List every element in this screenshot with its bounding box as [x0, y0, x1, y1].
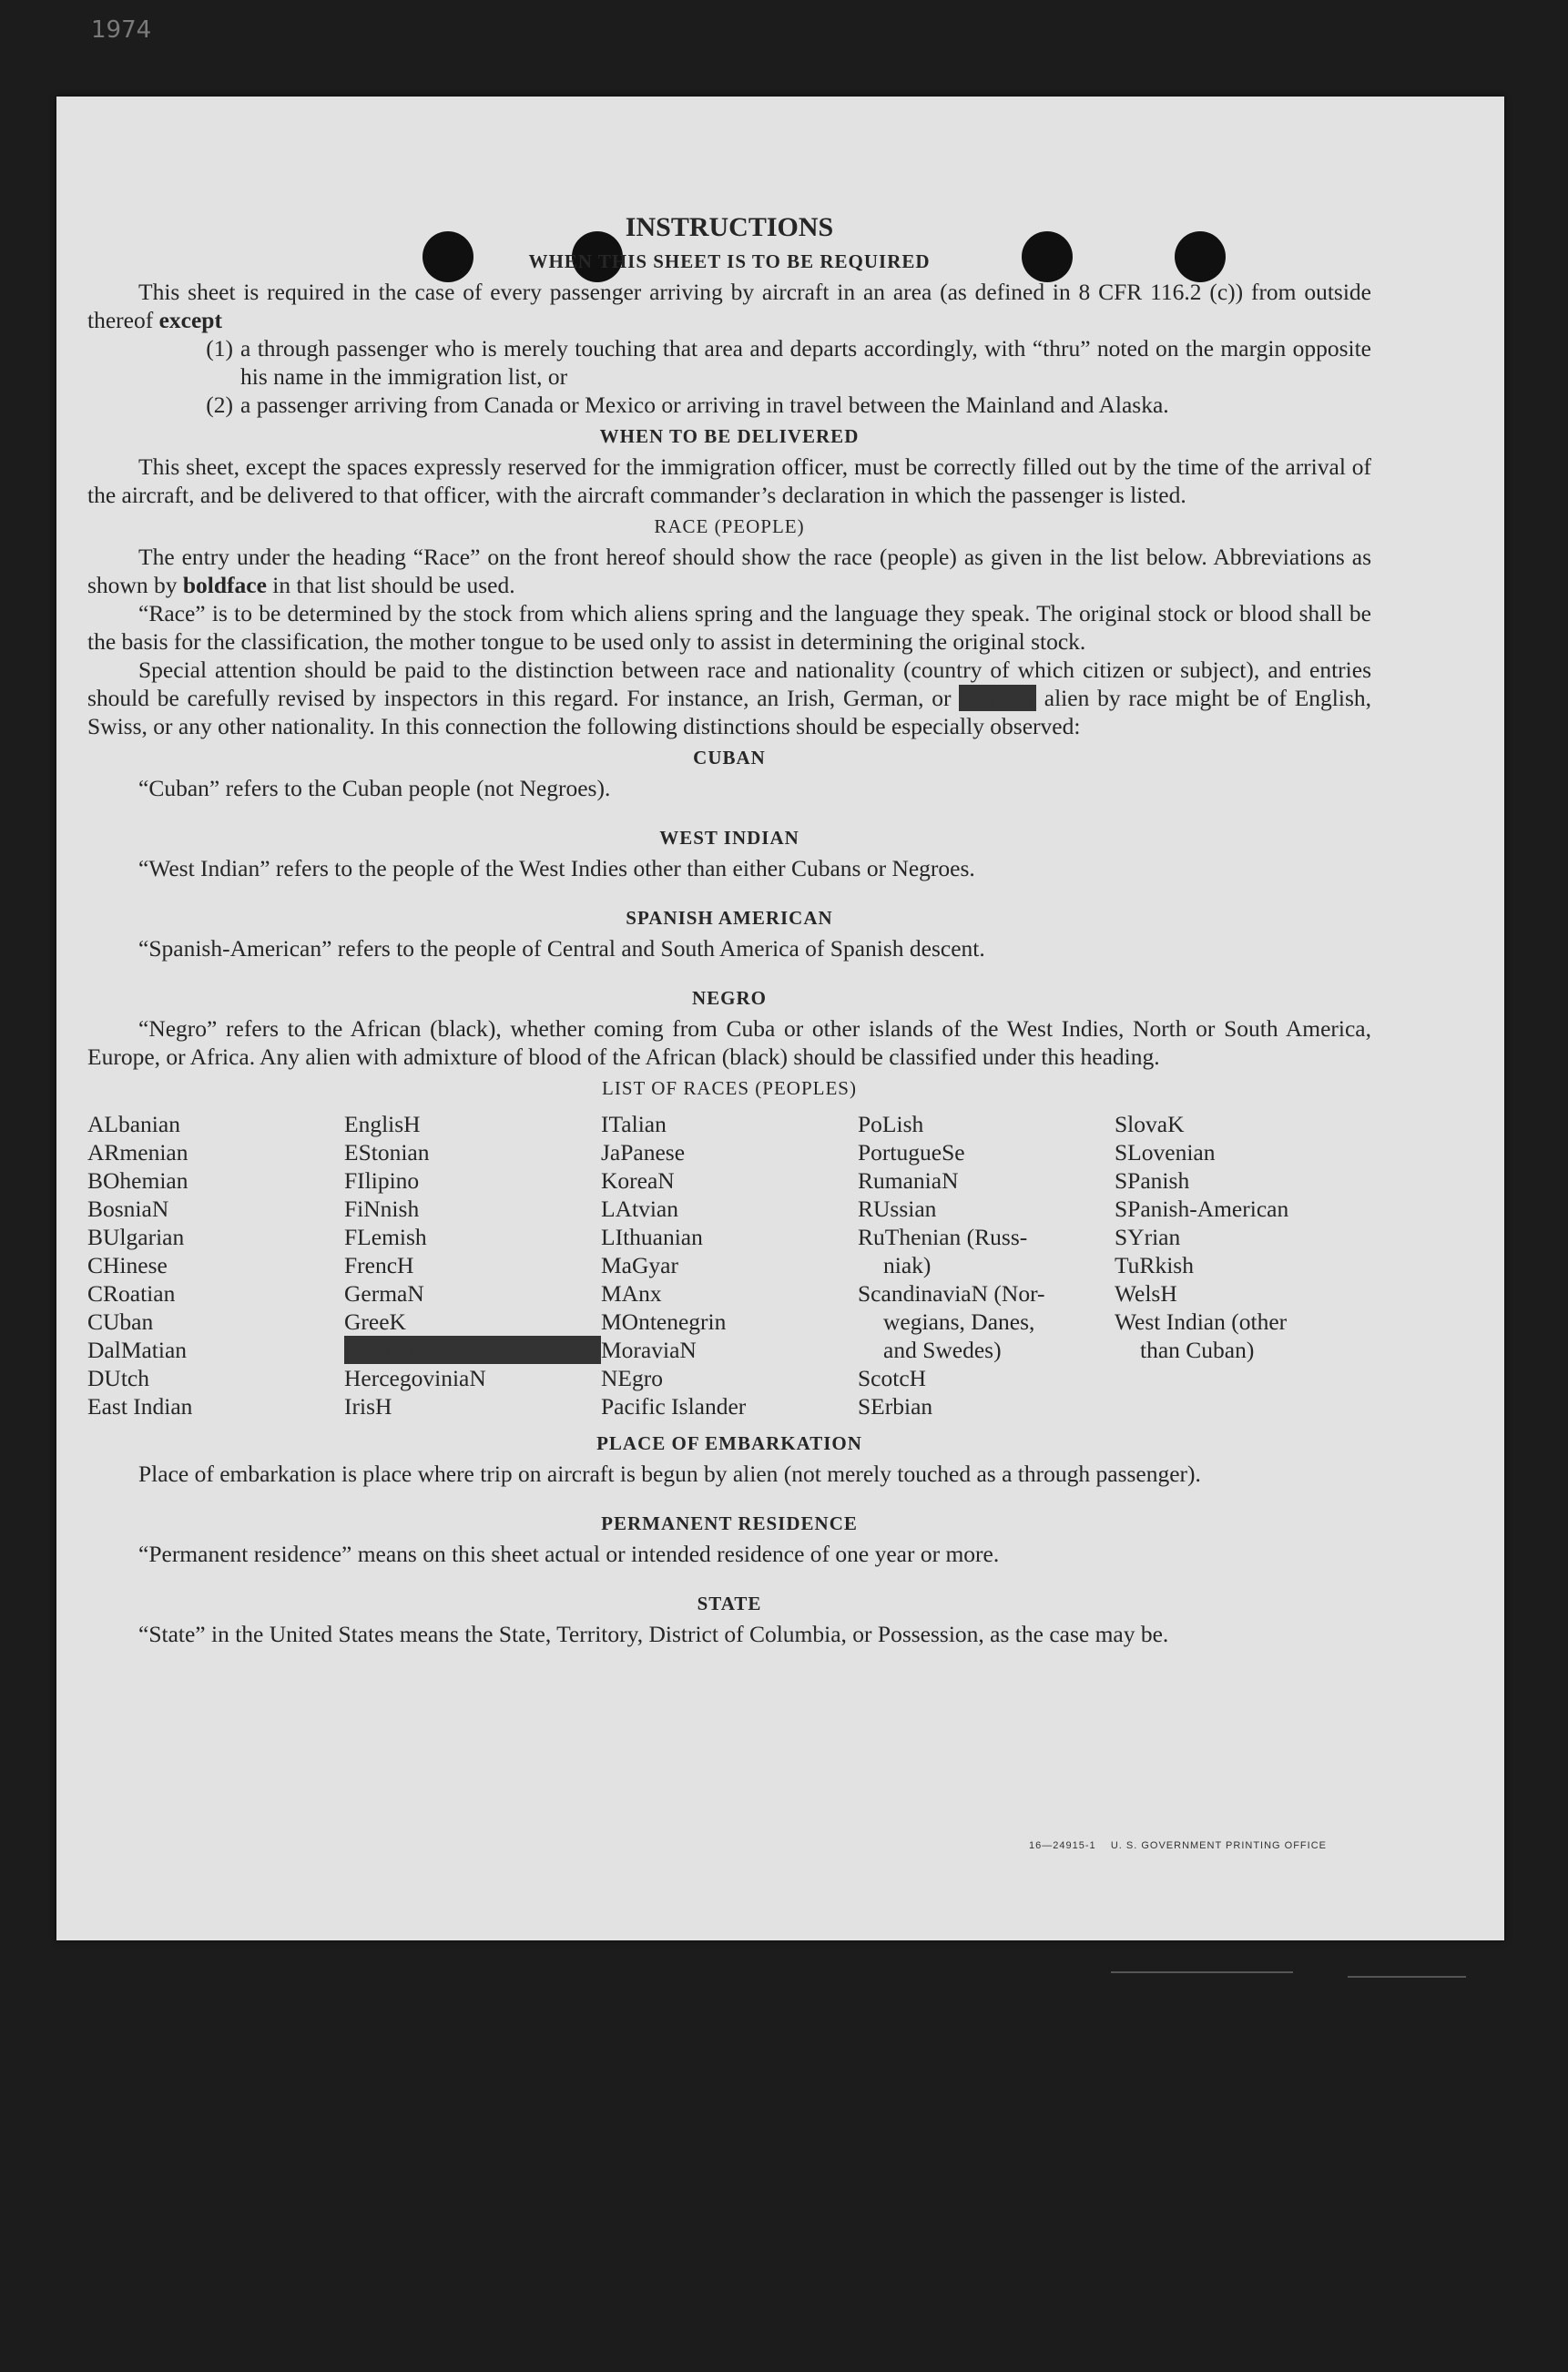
race-list-item: CRoatian [87, 1280, 176, 1307]
race-list-item: SPanish [1115, 1167, 1190, 1194]
race-list-item: RuThenian (Russ- [858, 1224, 1028, 1250]
race-list-item: FIlipino [344, 1167, 420, 1194]
scan-edge-line [1111, 1971, 1293, 1973]
race-list-item: Pacific Islander [601, 1393, 747, 1420]
when-required-paragraph: This sheet is required in the case of every passenger arriving by aircraft in an area (as defined in 8 CFR 116.2 (c)) from outside thereof except [87, 279, 1371, 333]
section-heading-negro: NEGRO [691, 987, 767, 1009]
race-list-item: RumaniaN [858, 1167, 959, 1194]
race-list-item: GreeK [344, 1308, 406, 1335]
race-list-item: Hebrew [344, 1336, 601, 1364]
race-list-item: SErbian [858, 1393, 933, 1420]
section-heading-west-indian: WEST INDIAN [659, 827, 799, 849]
race-column [1115, 1110, 1371, 1420]
race-list-item: SYrian [1115, 1224, 1181, 1250]
race-column [858, 1110, 1115, 1420]
page-title: INSTRUCTIONS [625, 212, 834, 242]
race-list-item: RUssian [858, 1196, 937, 1222]
instructions-text [87, 211, 1371, 1648]
exception-item-1: (1) a through passenger who is merely touching that area and departs accordingly, with “thru” noted on the margin opposite his name in the immigration list, or [206, 335, 1371, 390]
race-list-item: SLovenian [1115, 1139, 1216, 1166]
race-list-item: MoraviaN [601, 1337, 697, 1363]
race-list-item: and Swedes) [883, 1337, 1002, 1363]
race-list-item: IrisH [344, 1393, 392, 1420]
race-paragraph-3: Special attention should be paid to the distinction between race and nationality (country of which citizen or subject), and entries should be carefully revised by inspectors in this regard. For instance, an Irish, German, or Hebrew alien by race might be of English, Swiss, or any other nationality. In this connection the following distinctions should be especially observed: [87, 657, 1372, 739]
race-list-item: GermaN [344, 1280, 424, 1307]
race-column [344, 1110, 601, 1420]
section-heading-state: STATE [697, 1593, 762, 1614]
embarkation-paragraph: Place of embarkation is place where trip on aircraft is begun by alien (not merely touched as a through passenger). [138, 1461, 1201, 1487]
negro-paragraph: “Negro” refers to the African (black), whether coming from Cuba or other islands of the West Indies, North or South America, Europe, or Africa. Any alien with admixture of blood of the African (black) should be classified under this heading. [87, 1015, 1371, 1070]
printer-credit: U. S. GOVERNMENT PRINTING OFFICE [1110, 1840, 1327, 1851]
residence-paragraph: “Permanent residence” means on this sheet actual or intended residence of one year or more. [138, 1541, 1000, 1567]
race-list-item: BUlgarian [87, 1224, 185, 1250]
state-paragraph: “State” in the United States means the State, Territory, District of Columbia, or Possession, as the case may be. [138, 1621, 1169, 1647]
race-list-item: PoLish [858, 1111, 924, 1137]
race-list-item: NEgro [601, 1365, 663, 1391]
race-list-item: ITalian [601, 1111, 667, 1137]
race-list-item: CHinese [87, 1252, 168, 1278]
race-list-item: wegians, Danes, [883, 1308, 1035, 1335]
race-list-item: DUtch [87, 1365, 149, 1391]
race-list-item: EnglisH [344, 1111, 421, 1137]
race-list-item: CUban [87, 1308, 154, 1335]
race-list-item: MOntenegrin [601, 1308, 727, 1335]
race-list-item: SPanish-American [1115, 1196, 1289, 1222]
section-heading-embarkation: PLACE OF EMBARKATION [596, 1432, 862, 1454]
cuban-paragraph: “Cuban” refers to the Cuban people (not Negroes). [138, 775, 611, 801]
race-list-item: FiNnish [344, 1196, 420, 1222]
race-list-item: PortugueSe [858, 1139, 965, 1166]
race-list-item: MAnx [601, 1280, 662, 1307]
form-footer [1029, 1840, 1327, 1851]
race-list-item: KoreaN [601, 1167, 675, 1194]
race-list-item: SlovaK [1115, 1111, 1185, 1137]
list-of-races-table [87, 1110, 1371, 1420]
race-list-item: BosniaN [87, 1196, 169, 1222]
race-list-item: DalMatian [87, 1337, 188, 1363]
when-delivered-paragraph: This sheet, except the spaces expressly reserved for the immigration officer, must be correctly filled out by the time of the arrival of the aircraft, and be delivered to that officer, with the aircraft commander’s declaration in which the passenger is listed. [87, 453, 1371, 508]
section-heading-race: RACE (PEOPLE) [654, 515, 805, 537]
race-list-item: LIthuanian [601, 1224, 703, 1250]
section-heading-spanish-american: SPANISH AMERICAN [626, 907, 833, 929]
race-list-item: East Indian [87, 1393, 193, 1420]
race-list-item: JaPanese [601, 1139, 686, 1166]
race-list-item: EStonian [344, 1139, 430, 1166]
race-list-item: FLemish [344, 1224, 427, 1250]
section-heading-cuban: CUBAN [693, 747, 766, 769]
race-paragraph-1: The entry under the heading “Race” on the front hereof should show the race (people) as given in the list below. Abbreviations as shown by boldface in that list should be used. [87, 544, 1371, 598]
race-list-item: ARmenian [87, 1139, 188, 1166]
race-list-item: than Cuban) [1140, 1337, 1255, 1363]
race-list-item: ScandinaviaN (Nor- [858, 1280, 1045, 1307]
section-heading-when-delivered: WHEN TO BE DELIVERED [599, 425, 860, 447]
race-list-item: BOhemian [87, 1167, 188, 1194]
race-list-item: ScotcH [858, 1365, 927, 1391]
race-list-item: HercegoviniaN [344, 1365, 486, 1391]
race-list-item: TuRkish [1115, 1252, 1194, 1278]
spanish-american-paragraph: “Spanish-American” refers to the people of Central and South America of Spanish descent. [138, 935, 985, 962]
archive-corner-mark: 1974 [91, 16, 152, 44]
race-list-item: WelsH [1115, 1280, 1177, 1307]
race-list-item: West Indian (other [1115, 1308, 1288, 1335]
race-list-item: niak) [883, 1252, 932, 1278]
scan-edge-line [1348, 1976, 1466, 1978]
race-list-item: FrencH [344, 1252, 414, 1278]
race-list-item: LAtvian [601, 1196, 678, 1222]
form-number: 16—24915-1 [1029, 1840, 1096, 1851]
race-list-item: ALbanian [87, 1111, 180, 1137]
race-paragraph-2: “Race” is to be determined by the stock from which aliens spring and the language they speak. The original stock or blood shall be the basis for the classification, the mother tongue to be used only to assist in determining the original stock. [87, 600, 1371, 655]
section-heading-list-of-races: LIST OF RACES (PEOPLES) [602, 1077, 857, 1099]
race-column [87, 1110, 344, 1420]
race-column [601, 1110, 858, 1420]
west-indian-paragraph: “West Indian” refers to the people of the West Indies other than either Cubans or Negroes. [138, 855, 975, 881]
race-list-item: MaGyar [601, 1252, 678, 1278]
exception-item-2: (2) a passenger arriving from Canada or Mexico or arriving in travel between the Mainland and Alaska. [206, 392, 1169, 418]
struck-out-word: Hebrew [961, 685, 1034, 711]
section-heading-when-required: WHEN THIS SHEET IS TO BE REQUIRED [528, 250, 931, 272]
section-heading-residence: PERMANENT RESIDENCE [601, 1512, 858, 1534]
